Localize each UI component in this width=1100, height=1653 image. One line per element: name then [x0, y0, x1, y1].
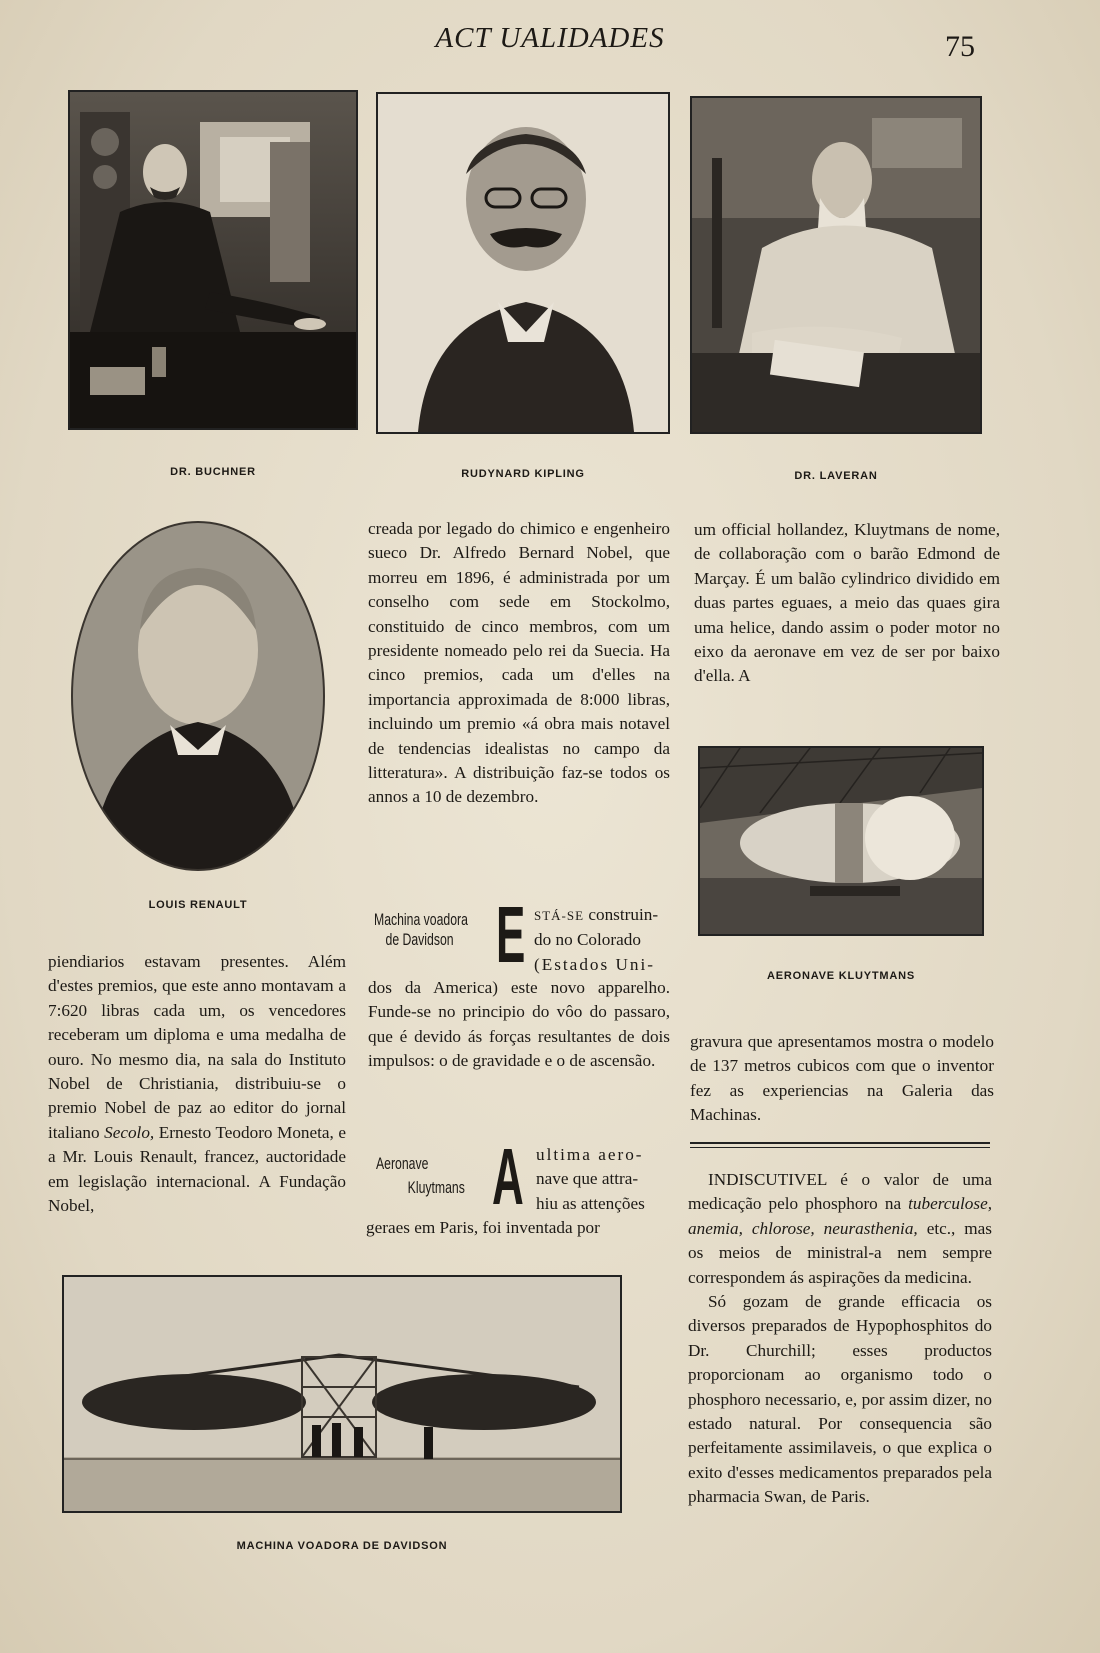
column3-paragraph2: gravura que apresentamos mostra o modelo de 137 metros cubicos com que o inventor fez as experiencias na Galeria das Machinas. [690, 1032, 994, 1125]
photo-laveran [690, 96, 982, 434]
dropcap-e: E [496, 890, 526, 979]
caption-laveran: DR. LAVERAN [794, 470, 878, 482]
para2-lead: STÁ-SE [534, 908, 585, 923]
advert-rule-top [690, 1142, 990, 1144]
advert-diseases-italic: tuberculose, anemia, chlorose, neurasthenia, [688, 1194, 993, 1238]
column1-body-end: Ernesto Teodoro Moneta, e a Mr. Louis Renault, francez, auctoridade em legislação internacional. A Fundação Nobel, [48, 1122, 347, 1216]
column1-body: piendiarios estavam presentes. Além d'estes premios, que este anno montavam a 7:620 libras cada um, os vencedores receberam um diploma e uma medalha de ouro. No mesmo dia, na sala do Instituto Nobel de Christiania, distribuiu-se o premio Nobel de paz ao editor do jornal italiano [48, 952, 346, 1142]
column2-para3-lines [536, 1143, 670, 1216]
column2-para2-lines [534, 903, 670, 977]
photo-kipling [376, 92, 670, 434]
para2-line2: do no Colorado [534, 930, 641, 950]
sidehead-aeronave-line1: Aeronave [376, 1154, 429, 1173]
dropcap-a: A [492, 1132, 524, 1221]
advert-p1a: é o valor de uma medicação pelo phosphoro na [688, 1170, 992, 1214]
advert-p1b: etc., mas os meios de ministral-a nem sempre correspondem ás aspirações da medicina. [688, 1218, 992, 1287]
sidehead-machina-voadora [374, 910, 468, 950]
photo-aeronave-kluytmans [698, 746, 984, 936]
sidehead-aeronave-line2: Kluytmans [407, 1178, 465, 1197]
para3-line3: hiu as attenções [536, 1193, 645, 1213]
renault-portrait-image [70, 520, 326, 872]
page-header-title: ACT UALIDADES [435, 22, 665, 54]
photo-buchner [68, 90, 358, 430]
kipling-portrait-image [378, 94, 668, 432]
para2-line1: construin- [588, 905, 659, 924]
para3-line1: ultima aero- [536, 1145, 644, 1164]
column3-paragraph1: um official hollandez, Kluytmans de nome, de collaboração com o barão Edmond de Marçay. É um balão cylindrico dividido em duas partes eguaes, a meio das quaes gira uma helice, dando assim o poder motor no eixo da aeronave em vez de ser por baixo d'ella. A [694, 520, 1000, 686]
aeronave-kluytmans-image [700, 748, 982, 934]
photo-renault [70, 520, 326, 872]
column2-paragraph1: creada por legado do chimico e engenheiro sueco Dr. Alfredo Bernard Nobel, que morreu em 1896, é administrada por um conselho com sede em Stockolmo, constituido de cinco membros, com um presidente nomeado pelo rei da Suecia. Ha cinco premios, cada um d'elles na importancia approximada de 8:000 libras, incluindo um premio «á obra mais notavel de tendencias idealistas no campo da litteratura». A distribuição faz-se todos os annos a 10 de dezembro. [368, 519, 670, 807]
column1-italic-secolo: Secolo, [104, 1122, 155, 1142]
column2-para3-rest: geraes em Paris, foi inventada por [366, 1218, 600, 1237]
photo-machina-voadora [62, 1275, 622, 1513]
column1-text [48, 950, 346, 1218]
caption-machina-voadora: MACHINA VOADORA DE DAVIDSON [236, 1540, 448, 1552]
sidehead-machina-line1: Machina voadora [374, 910, 468, 929]
sidehead-machina-line2: de Davidson [385, 930, 454, 949]
advert-text [688, 1168, 992, 1510]
buchner-portrait-image [70, 92, 356, 428]
caption-buchner: DR. BUCHNER [170, 466, 256, 478]
advert-paragraph2: Só gozam de grande efficacia os diversos preparados de Hypophosphitos do Dr. Churchill; esses productos proporcionam ao organismo todo o phosphoro necessario, e, por assim dizer, no estado natural. Por consequencia são perfeitamente assimilaveis, o que explica o exito d'esses medicamentos preparados pela pharmacia Swan, de Paris. [688, 1292, 992, 1507]
sidehead-aeronave-kluytmans [376, 1154, 465, 1198]
laveran-portrait-image [692, 98, 980, 432]
column2-para2-rest: dos da America) este novo apparelho. Funde-se no principio do vôo do passaro, que é devido ás forças resultantes de dois impulsos: o de gravidade e o de ascensão. [368, 978, 670, 1071]
page-number: 75 [945, 30, 975, 63]
machina-voadora-image [64, 1277, 620, 1511]
caption-renault: LOUIS RENAULT [148, 899, 248, 911]
para3-line2: nave que attra- [536, 1169, 639, 1189]
caption-aeronave-kluytmans: AERONAVE KLUYTMANS [766, 970, 916, 982]
para2-line3: (Estados Uni- [534, 954, 655, 974]
caption-kipling: RUDYNARD KIPLING [461, 468, 585, 480]
advert-rule-bottom [690, 1147, 990, 1148]
advert-lead: INDISCUTIVEL [708, 1170, 827, 1189]
